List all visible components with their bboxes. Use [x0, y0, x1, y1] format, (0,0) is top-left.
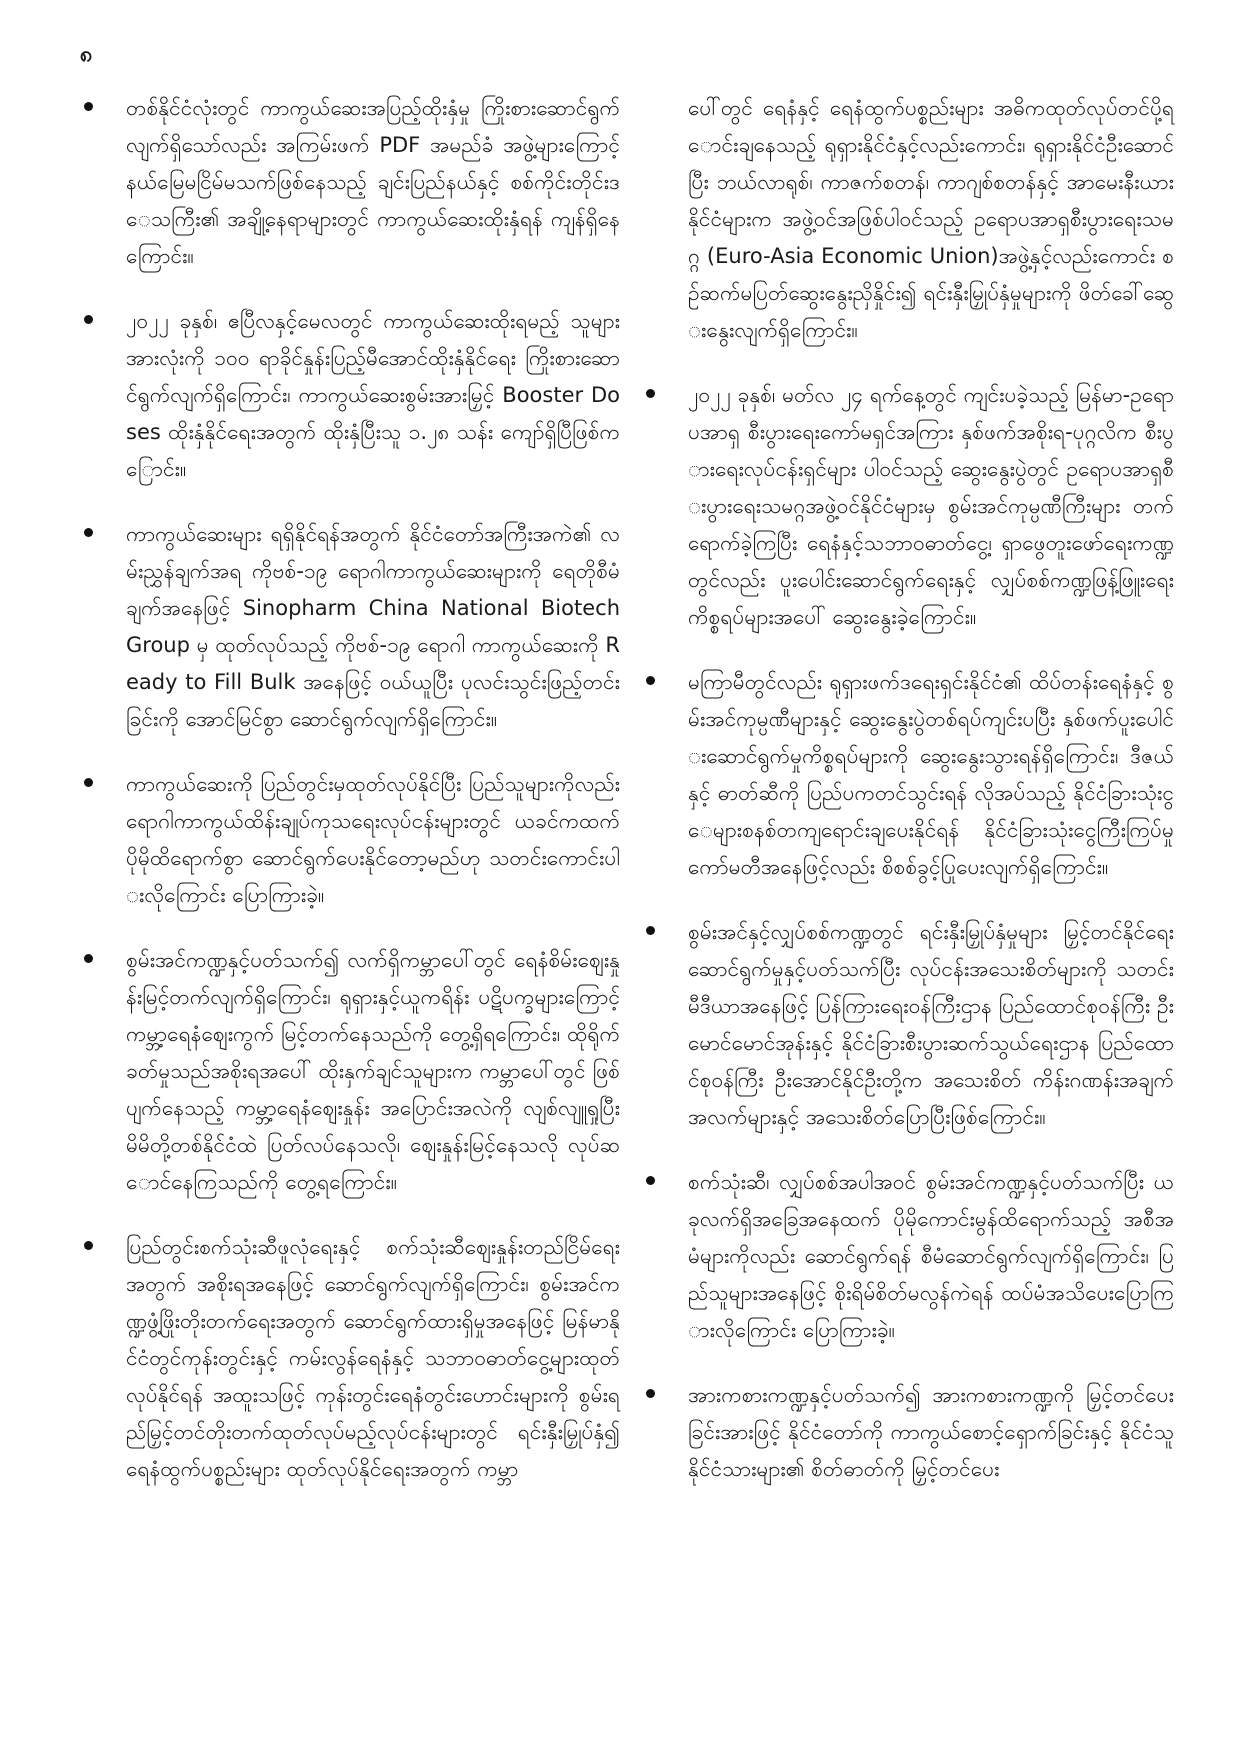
- list-item-text: စွမ်းအင်နှင့်လျှပ်စစ်ကဏ္ဍတွင် ရင်းနှီးမြှုပ်နှံမှုများ မြှင့်တင်နိုင်ရေးဆောင်ရွက်မှုနှင့်ပတ်သက်ပြီး လုပ်ငန်းအသေးစိတ်များကို သတင်းမီဒီယာအနေဖြင့် ပြန်ကြားရေးဝန်ကြီးဌာန ပြည်ထောင်စုဝန်ကြီး ဦးမောင်မောင်အုန်းနှင့် နိုင်ငံခြားစီးပွားဆက်သွယ်ရေးဌာန ပြည်ထောင်စုဝန်ကြီး ဦးအောင်နိုင်ဦးတို့က အသေးစိတ် ကိန်းဂဏန်းအချက်အလက်များနှင့် အသေးစိတ်ပြောပြီးဖြစ်ကြောင်း။: [688, 920, 1174, 1129]
- bullet-icon: [646, 676, 655, 685]
- bullet-icon: [84, 778, 93, 787]
- list-item: [642, 914, 1174, 1136]
- list-item-continuation: [642, 90, 1174, 349]
- list-item: [80, 942, 620, 1201]
- list-item-text: အားကစားကဏ္ဍနှင့်ပတ်သက်၍ အားကစားကဏ္ဍကို မြှင့်တင်ပေးခြင်းအားဖြင့် နိုင်ငံတော်ကို ကာကွယ်စောင့်ရှောက်ခြင်းနှင့် နိုင်ငံသူနိုင်ငံသားများ၏ စိတ်ဓာတ်ကို မြှင့်တင်ပေး: [688, 1383, 1174, 1481]
- list-item-text: ပြည်တွင်းစက်သုံးဆီဖူလုံရေးနှင့် စက်သုံးဆီဈေးနှုန်းတည်ငြိမ်ရေးအတွက် အစိုးရအနေဖြင့် ဆောင်ရွက်လျက်ရှိကြောင်း၊ စွမ်းအင်ကဏ္ဍဖွံ့ဖြိုးတိုးတက်ရေးအတွက် ဆောင်ရွက်ထားရှိမှုအနေဖြင့် မြန်မာနိုင်ငံတွင်ကုန်းတွင်းနှင့် ကမ်းလွန်ရေနံနှင့် သဘာဝဓာတ်ငွေ့များထုတ်လုပ်နိုင်ရန် အထူးသဖြင့် ကုန်းတွင်းရေနံတွင်းဟောင်းများကို စွမ်းရည်မြှင့်တင်တိုးတက်ထုတ်လုပ်မည့်လုပ်ငန်းများတွင် ရင်းနှီးမြှုပ်နှံ၍ ရေနံထွက်ပစ္စည်းများ ထုတ်လုပ်နိုင်ရေးအတွက် ကမ္ဘာ: [126, 1235, 620, 1481]
- list-item: [642, 1377, 1174, 1488]
- list-item-text: ၂၀၂၂ ခုနှစ်၊ မတ်လ ၂၄ ရက်နေ့တွင် ကျင်းပခဲ့သည့် မြန်မာ-ဥရောပအာရှ စီးပွားရေးကော်မရှင်အကြား နှစ်ဖက်အစိုးရ-ပုဂ္ဂလိက စီးပွားရေးလုပ်ငန်းရှင်များ ပါဝင်သည့် ဆွေးနွေးပွဲတွင် ဥရောပအာရှစီးပွားရေးသမဂ္ဂအဖွဲ့ဝင်နိုင်ငံများမှ စွမ်းအင်ကုမ္ပဏီကြီးများ တက်ရောက်ခဲ့ကြပြီး ရေနံနှင့်သဘာဝဓာတ်ငွေ့၊ ရှာဖွေတူးဖော်ရေးကဏ္ဍတွင်လည်း ပူးပေါင်းဆောင်ရွက်ရေးနှင့် လျှပ်စစ်ကဏ္ဍဖြန့်ဖြူးရေး ကိစ္စရပ်များအပေါ် ဆွေးနွေးခဲ့ကြောင်း။: [688, 383, 1174, 629]
- list-item-text: ကာကွယ်ဆေးများ ရရှိနိုင်ရန်အတွက် နိုင်ငံတော်အကြီးအကဲ၏ လမ်းညွှန်ချက်အရ ကိုဗစ်-၁၉ ရောဂါကာကွယ်ဆေးများကို ရေတိုစီမံချက်အနေဖြင့် Sinopharm China National Biotech Group မှ ထုတ်လုပ်သည့် ကိုဗစ်-၁၉ ရောဂါ ကာကွယ်ဆေးကို Ready to Fill Bulk အနေဖြင့် ဝယ်ယူပြီး ပုလင်းသွင်းဖြည့်တင်းခြင်းကို အောင်မြင်စွာ ဆောင်ရွက်လျက်ရှိကြောင်း။: [126, 522, 620, 731]
- list-item: [80, 766, 620, 914]
- list-item: [642, 377, 1174, 636]
- bullet-icon: [84, 528, 93, 537]
- bullet-icon: [646, 926, 655, 935]
- list-item-text: ကာကွယ်ဆေးကို ပြည်တွင်းမှထုတ်လုပ်နိုင်ပြီး ပြည်သူများကိုလည်း ရောဂါကာကွယ်ထိန်းချုပ်ကုသရေးလုပ်ငန်းများတွင် ယခင်ကထက် ပိုမိုထိရောက်စွာ ဆောင်ရွက်ပေးနိုင်တော့မည်ဟု သတင်းကောင်းပါးလိုကြောင်း ပြောကြားခဲ့။: [126, 772, 620, 907]
- list-item: [642, 1164, 1174, 1349]
- page-number: ၈: [80, 42, 93, 67]
- list-item-text: တစ်နိုင်ငံလုံးတွင် ကာကွယ်ဆေးအပြည့်ထိုးနှံမှု ကြိုးစားဆောင်ရွက်လျက်ရှိသော်လည်း အကြမ်းဖက် PDF အမည်ခံ အဖွဲ့များကြောင့် နယ်မြေမငြိမ်မသက်ဖြစ်နေသည့် ချင်းပြည်နယ်နှင့် စစ်ကိုင်းတိုင်းဒေသကြီး၏ အချို့နေရာများတွင် ကာကွယ်ဆေးထိုးနှံရန် ကျန်ရှိနေကြောင်း။: [126, 96, 620, 268]
- right-column: [642, 90, 1174, 1516]
- bullet-icon: [84, 954, 93, 963]
- bullet-icon: [84, 1241, 93, 1250]
- list-item: [80, 516, 620, 738]
- continuation-text: ပေါ်တွင် ရေနံနှင့် ရေနံထွက်ပစ္စည်းများ အဓိကထုတ်လုပ်တင်ပို့ရောင်းချနေသည့် ရုရှားနိုင်ငံနှင့်လည်းကောင်း၊ ရုရှားနိုင်ငံဦးဆောင်ပြီး ဘယ်လာရုစ်၊ ကာဇက်စတန်၊ ကာဂျစ်စတန်နှင့် အာမေးနီးယားနိုင်ငံများက အဖွဲ့ဝင်အဖြစ်ပါဝင်သည့် ဥရောပအာရှစီးပွားရေးသမဂ္ဂ (Euro-Asia Economic Union)အဖွဲ့နှင့်လည်းကောင်း စဉ်ဆက်မပြတ်ဆွေးနွေးညှိနှိုင်း၍ ရင်းနှီးမြှုပ်နှံမှုများကို ဖိတ်ခေါ်ဆွေးနွေးလျက်ရှိကြောင်း။: [688, 96, 1174, 342]
- list-item-text: စက်သုံးဆီ၊ လျှပ်စစ်အပါအဝင် စွမ်းအင်ကဏ္ဍနှင့်ပတ်သက်ပြီး ယခုလက်ရှိအခြေအနေထက် ပိုမိုကောင်းမွန်ထိရောက်သည့် အစီအမံများကိုလည်း ဆောင်ရွက်ရန် စီမံဆောင်ရွက်လျက်ရှိကြောင်း၊ ပြည်သူများအနေဖြင့် စိုးရိမ်စိတ်မလွန်ကဲရန် ထပ်မံအသိပေးပြောကြားလိုကြောင်း ပြောကြားခဲ့။: [688, 1170, 1174, 1342]
- list-item-text: ၂၀၂၂ ခုနှစ်၊ ဧပြီလနှင့်မေလတွင် ကာကွယ်ဆေးထိုးရမည့် သူများအားလုံးကို ၁၀၀ ရာခိုင်နှုန်းပြည့်မီအောင်ထိုးနှံနိုင်ရေး ကြိုးစားဆောင်ရွက်လျက်ရှိကြောင်း၊ ကာကွယ်ဆေးစွမ်းအားမြှင့် Booster Doses ထိုးနှံနိုင်ရေးအတွက် ထိုးနှံပြီးသူ ၁.၂၈ သန်း ကျော်ရှိပြီဖြစ်ကြောင်း။: [126, 309, 620, 481]
- list-item: [80, 1229, 620, 1488]
- bullet-icon: [84, 102, 93, 111]
- left-column: [80, 90, 620, 1516]
- bullet-icon: [84, 315, 93, 324]
- bullet-icon: [646, 389, 655, 398]
- list-item-text: စွမ်းအင်ကဏ္ဍနှင့်ပတ်သက်၍ လက်ရှိကမ္ဘာပေါ်တွင် ရေနံစိမ်းဈေးနှုန်းမြင့်တက်လျက်ရှိကြောင်း၊ ရုရှားနှင့်ယူကရိန်း ပဋိပက္ခများကြောင့် ကမ္ဘာ့ရေနံဈေးကွက် မြင့်တက်နေသည်ကို တွေ့ရှိရကြောင်း၊ ထိုရိုက်ခတ်မှုသည်အစိုးရအပေါ် ထိုးနှက်ချင်သူများက ကမ္ဘာပေါ်တွင် ဖြစ်ပျက်နေသည့် ကမ္ဘာ့ရေနံဈေးနှုန်း အပြောင်းအလဲကို လျစ်လျူရှုပြီး မိမိတို့တစ်နိုင်ငံထဲ ပြတ်လပ်နေသလို၊ ဈေးနှုန်းမြင့်နေသလို လုပ်ဆောင်နေကြသည်ကို တွေ့ရကြောင်း။: [126, 948, 620, 1194]
- list-item: [80, 90, 620, 275]
- bullet-icon: [646, 1389, 655, 1398]
- list-item: [80, 303, 620, 488]
- list-item-text: မကြာမီတွင်လည်း ရုရှားဖက်ဒရေးရှင်းနိုင်ငံ၏ ထိပ်တန်းရေနံနှင့် စွမ်းအင်ကုမ္ပဏီများနှင့် ဆွေးနွေးပွဲတစ်ရပ်ကျင်းပပြီး နှစ်ဖက်ပူးပေါင်းဆောင်ရွက်မှုကိစ္စရပ်များကို ဆွေးနွေးသွားရန်ရှိကြောင်း၊ ဒီဇယ်နှင့် ဓာတ်ဆီကို ပြည်ပကတင်သွင်းရန် လိုအပ်သည့် နိုင်ငံခြားသုံးငွေများစနစ်တကျရောင်းချပေးနိုင်ရန် နိုင်ငံခြားသုံးငွေကြီးကြပ်မှုကော်မတီအနေဖြင့်လည်း စိစစ်ခွင့်ပြုပေးလျက်ရှိကြောင်း။: [688, 670, 1174, 879]
- list-item: [642, 664, 1174, 886]
- bullet-icon: [646, 1176, 655, 1185]
